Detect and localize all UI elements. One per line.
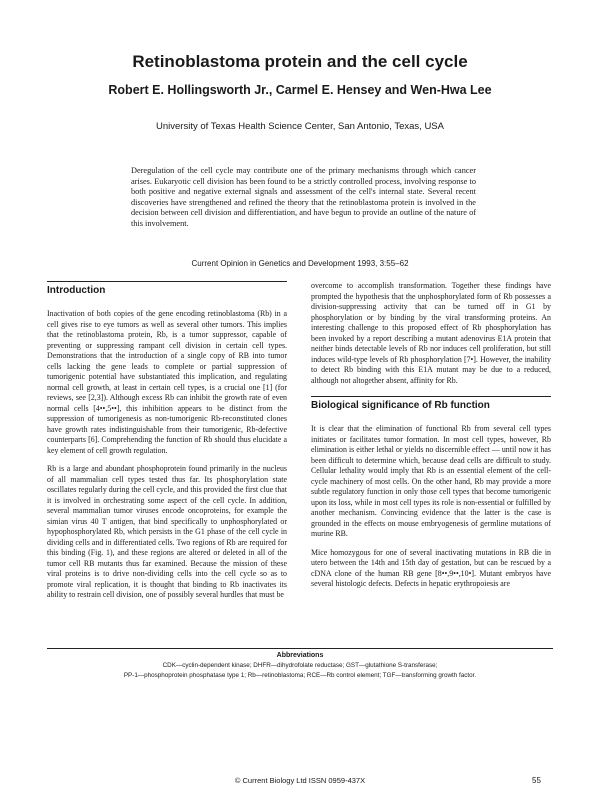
- section-heading-biological-significance: Biological significance of Rb function: [311, 396, 551, 411]
- abstract: Deregulation of the cell cycle may contribute one of the primary mechanisms through which cancer arises. Eukaryotic cell division has been found to be a strictly controlled process, involving response to both positive and negative external signals and assessment of the cell's internal state. Several recent discoveries have strengthened and refined the theory that the retinoblastoma protein is involved in the decision between cell division and differentiation, and have begun to provide an outline of the nature of this involvement.: [131, 166, 476, 228]
- bio-paragraph-2: Mice homozygous for one of several inactivating mutations in RB die in utero between the 14th and 15th day of gestation, but can be rescued by a cDNA clone of the human RB gene [8••,9••,10•]. Mutant embryos have several histologic defects. Defects in hepatic erythropoiesis are: [311, 547, 551, 588]
- right-column: [311, 281, 551, 598]
- page-number: 55: [532, 776, 541, 785]
- intro-paragraph-1: Inactivation of both copies of the gene encoding retinoblastoma (Rb) in a cell gives rise to eye tumors as well as several other tumors. This implies that the retinoblastoma protein, Rb, is a tumor suppressor, capable of preventing or suppressing rampant cell division in certain cell types. Demonstrations that the introduction of a single copy of RB into tumor cells lacking the gene leads to complete or partial suppression of tumorigenic potential have substantiated this implication, and regulating normal cell growth, at least in certain cell types, is a crucial one [1] (for reviews, see [2,3]). Although excess Rb can inhibit the growth rate of even normal cells [4••,5••], this inhibition appears to be distinct from the suppression of tumorigenesis as non-tumorigenic Rb-reconstituted clones have growth rates indistinguishable from their tumorigenic, Rb-defective counterparts [6]. Comprehending the function of Rb should thus elucidate a key element of cell growth regulation.: [47, 309, 287, 455]
- affiliation: University of Texas Health Science Center, San Antonio, Texas, USA: [156, 121, 444, 132]
- paper-title: Retinoblastoma protein and the cell cycle: [132, 52, 468, 71]
- intro-paragraph-2: Rb is a large and abundant phosphoprotein found primarily in the nucleus of all mammalian cell types tested thus far. Its phosphorylation state oscillates regularly during the cell cycle, and this provided the first clue that it is involved in orchestrating some aspect of the cell cycle. In addition, several mammalian tumor viruses encode oncoproteins, for example the simian virus 40 T antigen, that bind specifically to unphosphorylated or hypophosphorylated Rb, which persists in the G1 phase of the cell cycle in dividing cells and in differentiated cells. Two regions of Rb are required for this binding (Fig. 1), and these regions are altered or deleted in all of the tumor cell RB mutants thus far examined. Because the mission of these viral proteins is to drive non-dividing cells into the cell cycle so as to promote viral replication, it is thought that binding to Rb inactivates its ability to restrain cell division, one of possibly several hurdles that must be: [47, 464, 287, 599]
- left-column: [47, 281, 287, 609]
- copyright-footer: © Current Biology Ltd ISSN 0959-437X: [234, 776, 366, 785]
- bio-paragraph-1: It is clear that the elimination of functional Rb from several cell types initiates or facilitates tumor formation. In most cell types, however, Rb elimination is either lethal or yields no discernible effect — until now it has been difficult to determine which, because dead cells are difficult to study. Cellular lethality would imply that Rb is an essential element of the cell-cycle machinery of most cells. On the other hand, Rb may provide a more subtle regulatory function in only those cell types that become tumorigenic upon its loss, while in most cell types its role is non-essential or fulfilled by another mechanism. Convincing evidence that the latter is the case is grounded in the effects on mouse embryogenesis of germline mutations of murine RB.: [311, 424, 551, 538]
- abbreviations-box: [47, 648, 553, 681]
- abbreviations-line-1: CDK—cyclin-dependent kinase; DHFR—dihydrofolate reductase; GST—glutathione S-transferase;: [162, 662, 438, 669]
- author-list: Robert E. Hollingsworth Jr., Carmel E. Hensey and Wen-Hwa Lee: [108, 83, 492, 97]
- section-heading-introduction: Introduction: [47, 281, 287, 296]
- journal-citation: Current Opinion in Genetics and Development 1993, 3:55–62: [191, 259, 409, 268]
- abbreviations-title: Abbreviations: [276, 652, 324, 659]
- abbreviations-line-2: PP-1—phosphoprotein phosphatase type 1; Rb—retinoblastoma; RCE—Rb control element; TGF—transforming growth factor.: [123, 672, 477, 679]
- intro-paragraph-3: overcome to accomplish transformation. Together these findings have prompted the hypothesis that the unphosphorylated form of Rb possesses a division-suppressing activity that can be turned off in G1 by phosphorylation or by binding by the viral transforming proteins. An interesting challenge to this proposed effect of Rb phosphorylation has been invoked by a report describing a mutant adenovirus E1A protein that neither binds detectable levels of Rb nor induces cell proliferation, but still induces wild-type levels of Rb phosphorylation [7•]. However, the inability to detect Rb binding with this E1A mutant may be due to a reduced, although not altogether absent, affinity for Rb.: [311, 281, 551, 385]
